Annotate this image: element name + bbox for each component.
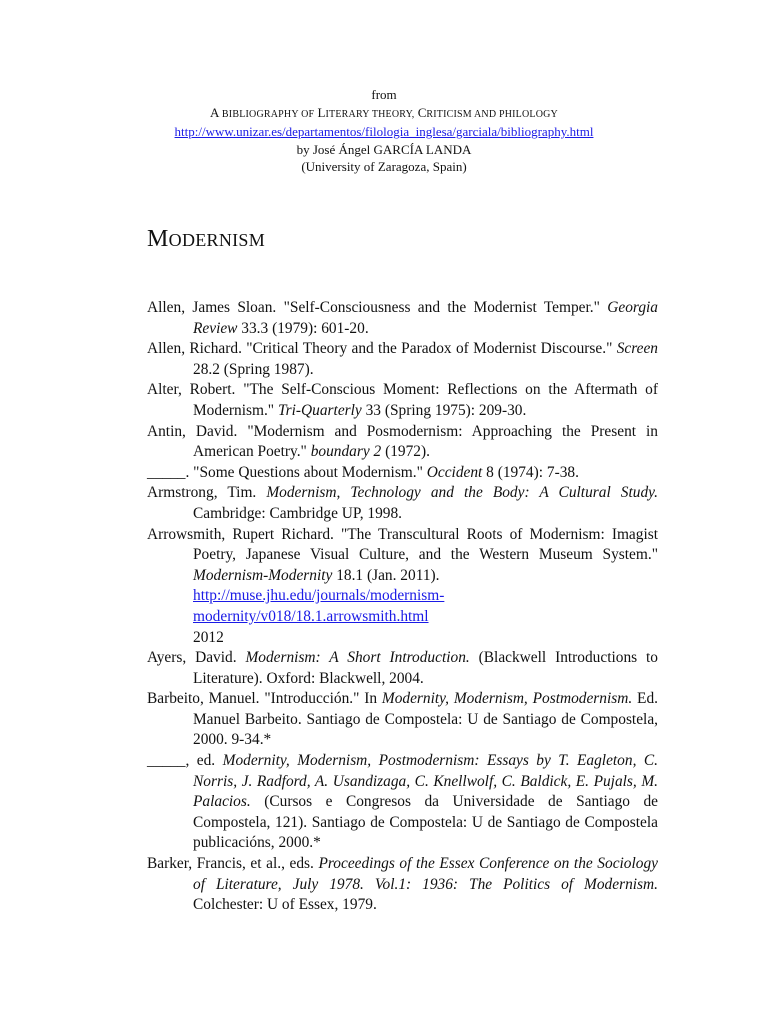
bibliography-entry: Barbeito, Manuel. "Introducción." In Modernity, Modernism, Postmodernism. Ed. Manuel Barbeito. Santiago de Compostela: U de Santiago de Compostela, 2000. 9-34.* bbox=[147, 690, 659, 749]
document-header bbox=[0, 86, 768, 176]
header-affiliation: (University of Zaragoza, Spain) bbox=[301, 159, 467, 174]
bibliography-title: A BIBLIOGRAPHY OF LITERARY THEORY, CRITICISM AND PHILOLOGY bbox=[210, 104, 558, 120]
bibliography-entry: _____. "Some Questions about Modernism." Occident 8 (1974): 7-38. bbox=[147, 463, 579, 481]
bibliography-url-link[interactable]: http://www.unizar.es/departamentos/filologia_inglesa/garciala/bibliography.html bbox=[174, 124, 594, 139]
bibliography-entry: Alter, Robert. "The Self-Conscious Moment: Reflections on the Aftermath of Modernism." Tri-Quarterly 33 (Spring 1975): 209-30. bbox=[147, 381, 658, 419]
bibliography-entry: Allen, Richard. "Critical Theory and the Paradox of Modernist Discourse." Screen 28.2 (Spring 1987). bbox=[147, 340, 658, 378]
article-url-link[interactable]: http://muse.jhu.edu/journals/modernism- bbox=[193, 587, 445, 605]
header-from: from bbox=[371, 87, 397, 102]
bibliography-entries bbox=[147, 298, 658, 916]
bibliography-entry: Arrowsmith, Rupert Richard. "The Transcultural Roots of Modernism: Imagist Poetry, Japanese Visual Culture, and the Western Museum System." Modernism-Modernity 18.1 (Jan. 2011). http://muse.jhu.edu/journals/modernism- modernity/v018/18.1.arrowsmith.html 2012 bbox=[147, 525, 658, 649]
entry-year: 2012 bbox=[193, 628, 224, 646]
header-author: by José Ángel GARCÍA LANDA bbox=[296, 141, 472, 157]
bibliography-entry: Armstrong, Tim. Modernism, Technology and the Body: A Cultural Study. Cambridge: Cambridge UP, 1998. bbox=[147, 484, 658, 522]
bibliography-entry: Ayers, David. Modernism: A Short Introduction. (Blackwell Introductions to Literature). Oxford: Blackwell, 2004. bbox=[147, 649, 658, 687]
bibliography-entry: Antin, David. "Modernism and Posmodernism: Approaching the Present in American Poetry." boundary 2 (1972). bbox=[147, 422, 658, 461]
bibliography-entry: _____, ed. Modernity, Modernism, Postmodernism: Essays by T. Eagleton, C. Norris, J. Radford, A. Usandizaga, C. Knellwolf, C. Baldick, E. Pujals, M. Palacios. (Cursos e Congresos da Universidade de Santiago de Compostela, 121). Santiago de Compostela: U de Santiago de Compostela publicacións, 2000.* bbox=[147, 752, 658, 852]
bibliography-entry: Barker, Francis, et al., eds. Proceedings of the Essex Conference on the Sociology of Literature, July 1978. Vol.1: 1936: The Politics of Modernism. Colchester: U of Essex, 1979. bbox=[147, 855, 658, 914]
bibliography-entry: Allen, James Sloan. "Self-Consciousness and the Modernist Temper." Georgia Review 33.3 (1979): 601-20. bbox=[147, 299, 658, 337]
article-url-link-continued[interactable]: modernity/v018/18.1.arrowsmith.html bbox=[193, 607, 429, 625]
section-title: MODERNISM bbox=[147, 226, 266, 252]
